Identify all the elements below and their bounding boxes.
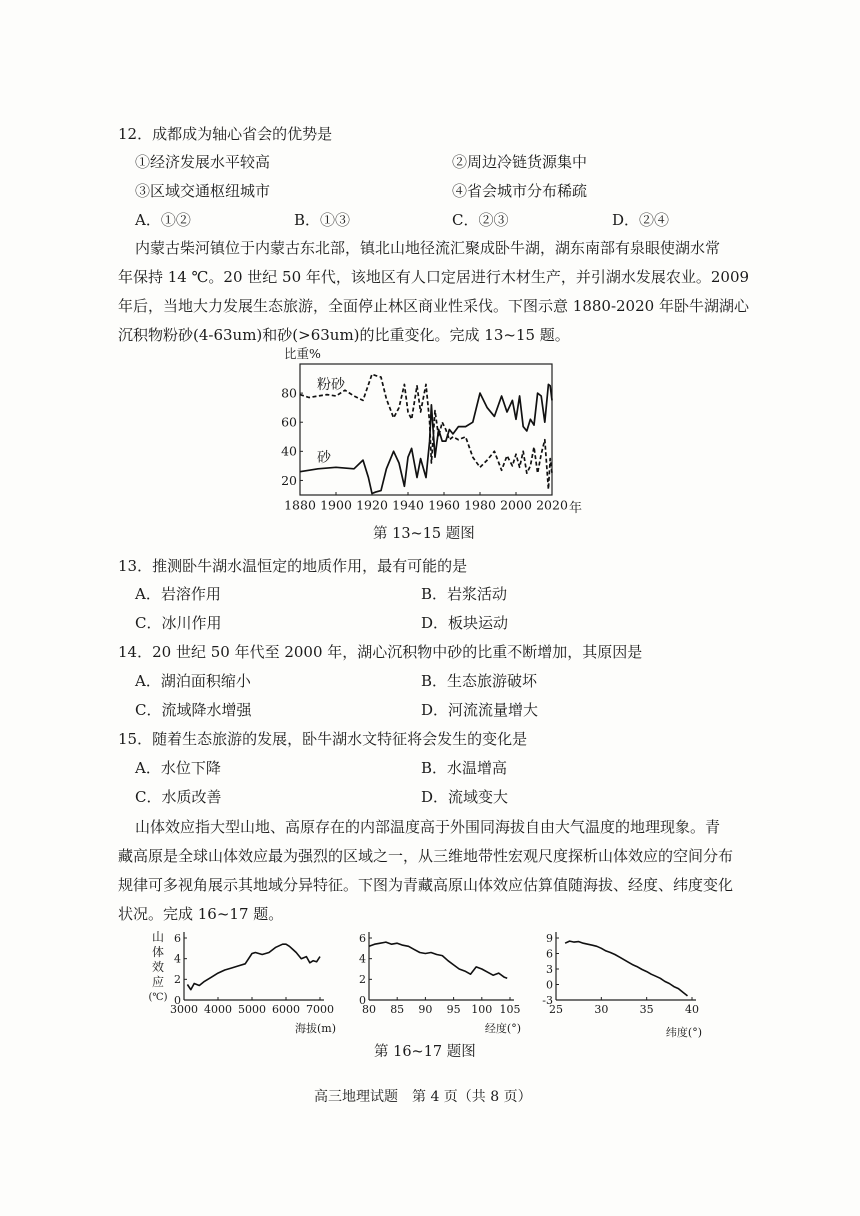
x-tick-label: 7000 [306, 1003, 334, 1016]
q14-option-a: A．湖泊面积缩小 [135, 672, 251, 690]
passage2-line-2: 藏高原是全球山体效应最为强烈的区域之一，从三维地带性宏观尺度探析山体效应的空间分布 [118, 847, 734, 865]
q13-option-c: C．冰川作用 [135, 614, 222, 632]
sediment-chart [270, 340, 600, 525]
x-axis-label: 经度(°) [484, 1022, 521, 1035]
y-tick-label: 3 [546, 962, 553, 976]
x-tick-label: 30 [594, 1003, 609, 1016]
x-tick-label: 5000 [238, 1003, 266, 1016]
x-tick-label: 80 [362, 1003, 376, 1016]
x-tick-label: 6000 [272, 1003, 300, 1016]
figure1-caption: 第 13~15 题图 [373, 526, 475, 542]
q12-option-a: A．①② [135, 211, 191, 229]
y-tick-label: 0 [546, 978, 553, 992]
x-tick-label: 2020 [536, 497, 568, 513]
figure2-caption: 第 16~17 题图 [374, 1044, 476, 1060]
y-tick-label: 40 [281, 443, 297, 459]
q15-option-c: C．水质改善 [135, 788, 222, 806]
q15-option-d: D．流域变大 [421, 788, 509, 806]
q14-option-d: D．河流流量增大 [421, 701, 539, 719]
y-axis-label: 比重% [284, 346, 321, 361]
y-tick-label: 0 [174, 993, 181, 1007]
altitude-chart [160, 928, 350, 1038]
x-tick-label: 40 [685, 1003, 699, 1016]
x-tick-label: 90 [418, 1003, 433, 1016]
x-axis-label: 海拔(m) [294, 1022, 336, 1035]
x-tick-label: 1920 [356, 497, 388, 513]
y-tick-label: 60 [281, 414, 297, 430]
q15-option-a: A．水位下降 [135, 759, 221, 777]
q12-item-1: ①经济发展水平较高 [135, 153, 271, 171]
ylabel-char-2: 体 [151, 945, 164, 959]
x-tick-label: 1940 [392, 497, 424, 513]
passage2-line-3: 规律可多视角展示其地域分异特征。下图为青藏高原山体效应估算值随海拔、经度、纬度变化 [118, 876, 734, 894]
q12-option-b: B．①③ [294, 211, 351, 229]
series-label-sand: 砂 [317, 450, 331, 466]
ylabel-char-5: (℃) [148, 992, 168, 1003]
q13-option-b: B．岩浆活动 [421, 585, 508, 603]
q12-option-c: C．②③ [452, 211, 509, 229]
y-tick-label: 6 [546, 947, 553, 961]
passage1-line-4: 沉积物粉砂(4-63um)和砂(>63um)的比重变化。完成 13~15 题。 [118, 326, 570, 344]
x-tick-label: 3000 [170, 1003, 198, 1016]
y-tick-label: 6 [174, 931, 181, 945]
passage1-line-2: 年保持 14 ℃。20 世纪 50 年代，该地区有人口定居进行木材生产，并引湖水发展农业。2009 [118, 268, 750, 286]
q12-option-d: D．②④ [612, 211, 670, 229]
passage1-line-1: 内蒙古柴河镇位于内蒙古东北部，镇北山地径流汇聚成卧牛湖，湖东南部有泉眼使湖水常 [135, 239, 721, 257]
latitude-chart [530, 928, 710, 1038]
y-tick-label: 2 [174, 973, 181, 987]
series-label-silt: 粉砂 [317, 377, 345, 393]
x-tick-label: 1960 [428, 497, 460, 513]
x-tick-label: 4000 [204, 1003, 232, 1016]
series-line-2 [300, 384, 552, 493]
q13-stem: 13．推测卧牛湖水温恒定的地质作用，最有可能的是 [118, 557, 468, 575]
q12-stem: 12．成都成为轴心省会的优势是 [118, 125, 333, 143]
x-tick-label: 85 [390, 1003, 405, 1016]
y-tick-label: 9 [546, 931, 553, 945]
q13-option-d: D．板块运动 [421, 614, 509, 632]
x-tick-label: 105 [499, 1003, 521, 1016]
x-tick-label: 1900 [320, 497, 352, 513]
x-tick-label: 2000 [500, 497, 532, 513]
passage2-line-1: 山体效应指大型山地、高原存在的内部温度高于外围同海拔自由大气温度的地理现象。青 [135, 818, 721, 836]
y-tick-label: 4 [174, 952, 181, 966]
series-line-1 [565, 941, 687, 996]
x-tick-label: 100 [471, 1003, 493, 1016]
x-tick-label: 25 [549, 1003, 563, 1016]
x-tick-label: 1880 [284, 497, 316, 513]
y-tick-label: 4 [359, 952, 366, 966]
x-axis-label: 年 [569, 501, 583, 516]
q14-option-b: B．生态旅游破坏 [421, 672, 538, 690]
q15-stem: 15．随着生态旅游的发展，卧牛湖水文特征将会发生的变化是 [118, 730, 528, 748]
q15-option-b: B．水温增高 [421, 759, 508, 777]
passage2-line-4: 状况。完成 16~17 题。 [118, 905, 284, 923]
page-footer: 高三地理试题 第 4 页（共 8 页） [314, 1089, 532, 1105]
y-tick-label: 0 [359, 993, 366, 1007]
q12-item-4: ④省会城市分布稀疏 [452, 182, 588, 200]
series-line-1 [369, 942, 507, 978]
y-tick-label: 80 [281, 385, 297, 401]
q14-option-c: C．流域降水增强 [135, 701, 252, 719]
y-tick-label: -3 [542, 993, 553, 1007]
passage1-line-3: 年后，当地大力发展生态旅游，全面停止林区商业性采伐。下图示意 1880-2020 年卧牛湖湖心 [118, 297, 749, 315]
x-tick-label: 35 [639, 1003, 654, 1016]
y-tick-label: 20 [281, 472, 297, 488]
x-tick-label: 1980 [464, 497, 496, 513]
x-axis-label: 纬度(°) [665, 1026, 702, 1038]
ylabel-char-1: 山 [151, 930, 164, 944]
longitude-chart [345, 928, 525, 1038]
y-tick-label: 6 [359, 931, 366, 945]
q12-item-2: ②周边冷链货源集中 [452, 153, 588, 171]
ylabel-char-3: 效 [151, 960, 164, 974]
q13-option-a: A．岩溶作用 [135, 585, 221, 603]
ylabel-char-4: 应 [151, 975, 164, 989]
y-tick-label: 2 [359, 973, 366, 987]
series-line-1 [187, 944, 320, 990]
x-tick-label: 95 [446, 1003, 461, 1016]
q14-stem: 14．20 世纪 50 年代至 2000 年，湖心沉积物中砂的比重不断增加，其原因是 [118, 643, 643, 661]
q12-item-3: ③区域交通枢纽城市 [135, 182, 271, 200]
